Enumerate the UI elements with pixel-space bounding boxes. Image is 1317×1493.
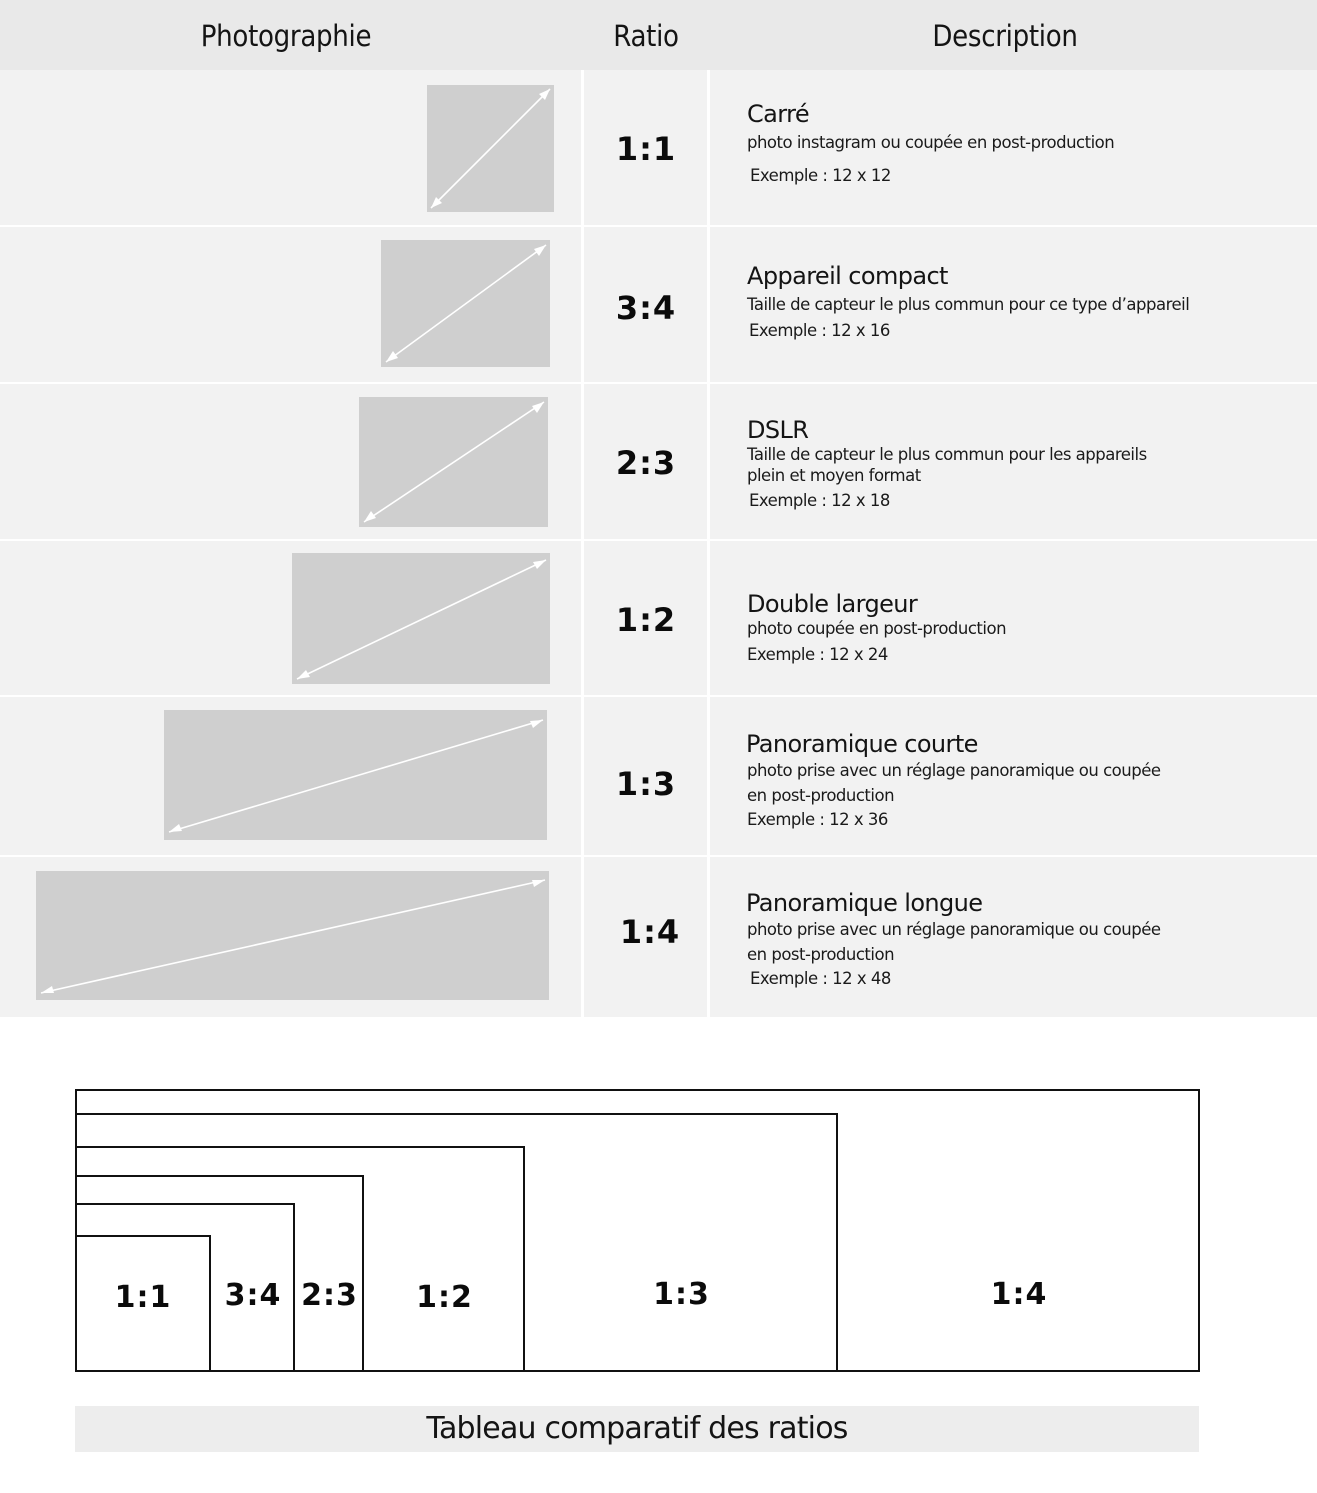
description-text-line2: en post-production	[747, 786, 895, 805]
ratio-value: 1:4	[619, 913, 681, 951]
description-title: Panoramique courte	[746, 730, 978, 758]
label-1-1: 1:1	[114, 1280, 172, 1315]
label-3-4: 3:4	[224, 1278, 282, 1313]
diagonal-arrow-icon	[292, 553, 550, 684]
description-title: DSLR	[747, 416, 809, 444]
photo-thumbnail-1-4	[36, 871, 549, 1000]
header-description: Description	[932, 19, 1078, 53]
description-text: Taille de capteur le plus commun pour les appareils	[747, 445, 1147, 464]
header-ratio: Ratio	[613, 19, 679, 53]
table-row	[0, 70, 1317, 225]
diagonal-arrow-icon	[36, 871, 549, 1000]
description-text: photo prise avec un réglage panoramique ou coupée	[747, 920, 1161, 939]
photo-thumbnail-1-2	[292, 553, 550, 684]
description-title: Appareil compact	[747, 262, 948, 290]
ratio-value: 1:1	[615, 130, 677, 168]
diagonal-arrow-icon	[381, 240, 550, 367]
description-text: photo instagram ou coupée en post-production	[747, 133, 1115, 152]
description	[747, 100, 1287, 187]
description-title: Panoramique longue	[746, 889, 983, 917]
table-row	[0, 227, 1317, 382]
column-divider	[707, 70, 710, 1017]
table-row	[0, 857, 1317, 1017]
label-1-2: 1:2	[416, 1280, 473, 1315]
description-example: Exemple : 12 x 24	[747, 645, 888, 664]
description-text: Taille de capteur le plus commun pour ce type d’appareil	[747, 295, 1190, 314]
diagonal-arrow-icon	[359, 397, 548, 527]
description-example: Exemple : 12 x 48	[750, 969, 891, 988]
diagonal-arrow-icon	[164, 710, 547, 840]
ratio-value: 2:3	[615, 444, 677, 482]
description	[747, 416, 1287, 512]
description-text: photo prise avec un réglage panoramique ou coupée	[747, 761, 1161, 780]
table-row	[0, 384, 1317, 539]
description	[747, 730, 1287, 831]
photo-thumbnail-1-1	[427, 85, 554, 212]
description-text: photo coupée en post-production	[747, 619, 1007, 638]
label-1-3: 1:3	[653, 1277, 710, 1312]
description-example: Exemple : 12 x 12	[750, 166, 891, 185]
description-text-line2: en post-production	[747, 945, 895, 964]
ratio-value: 1:2	[615, 601, 677, 639]
column-divider	[581, 70, 584, 1017]
description	[747, 590, 1287, 666]
label-2-3: 2:3	[301, 1278, 358, 1313]
description-example: Exemple : 12 x 36	[747, 810, 888, 829]
table-row	[0, 541, 1317, 695]
description	[747, 889, 1287, 990]
photo-thumbnail-2-3	[359, 397, 548, 527]
header-photographie: Photographie	[200, 19, 372, 53]
photo-thumbnail-3-4	[381, 240, 550, 367]
description-text-line2: plein et moyen format	[747, 466, 921, 485]
description-example: Exemple : 12 x 18	[749, 491, 890, 510]
description	[747, 262, 1287, 342]
table-row	[0, 697, 1317, 855]
description-example: Exemple : 12 x 16	[749, 321, 890, 340]
ratio-value: 3:4	[615, 289, 677, 327]
table-header	[0, 0, 1317, 70]
description-title: Double largeur	[747, 590, 918, 618]
ratio-value: 1:3	[615, 765, 677, 803]
comparison-caption: Tableau comparatif des ratios	[75, 1406, 1199, 1452]
diagonal-arrow-icon	[427, 85, 554, 212]
description-title: Carré	[747, 100, 810, 128]
label-1-4: 1:4	[990, 1277, 1048, 1312]
photo-thumbnail-1-3	[164, 710, 547, 840]
